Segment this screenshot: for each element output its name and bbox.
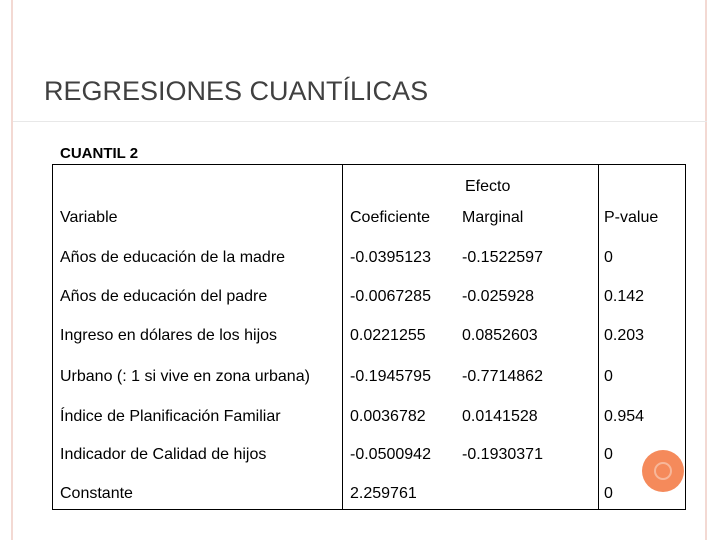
header-variable: Variable	[60, 209, 118, 226]
row-4-coeficiente: 0.0036782	[350, 408, 426, 425]
row-6-variable: Constante	[60, 485, 133, 502]
column-divider-1	[342, 165, 343, 509]
row-0-variable: Años de educación de la madre	[60, 249, 286, 266]
row-3-pvalue: 0	[604, 368, 613, 385]
header-efecto: Efecto	[465, 178, 511, 195]
row-1-coeficiente: -0.0067285	[350, 288, 431, 305]
regression-table	[52, 164, 686, 510]
row-0-pvalue: 0	[604, 249, 613, 266]
decorative-ring-icon	[654, 462, 672, 480]
row-0-marginal: -0.1522597	[462, 249, 543, 266]
row-1-pvalue: 0.142	[604, 288, 645, 305]
header-marginal: Marginal	[462, 209, 524, 226]
row-2-marginal: 0.0852603	[462, 327, 538, 344]
row-4-pvalue: 0.954	[604, 408, 645, 425]
row-3-marginal: -0.7714862	[462, 368, 543, 385]
row-3-coeficiente: -0.1945795	[350, 368, 431, 385]
table-subtitle: CUANTIL 2	[60, 145, 139, 162]
row-6-pvalue: 0	[604, 485, 613, 502]
title-divider	[13, 121, 707, 122]
row-6-coeficiente: 2.259761	[350, 485, 417, 502]
row-5-coeficiente: -0.0500942	[350, 446, 431, 463]
column-divider-2	[598, 165, 599, 509]
row-4-variable: Índice de Planificación Familiar	[60, 408, 281, 425]
row-5-pvalue: 0	[604, 446, 613, 463]
row-1-variable: Años de educación del padre	[60, 288, 268, 305]
header-coeficiente: Coeficiente	[350, 209, 431, 226]
row-4-marginal: 0.0141528	[462, 408, 538, 425]
row-3-variable: Urbano (: 1 si vive en zona urbana)	[60, 368, 310, 385]
row-2-pvalue: 0.203	[604, 327, 645, 344]
row-2-variable: Ingreso en dólares de los hijos	[60, 327, 278, 344]
row-5-marginal: -0.1930371	[462, 446, 543, 463]
row-2-coeficiente: 0.0221255	[350, 327, 426, 344]
row-1-marginal: -0.025928	[462, 288, 535, 305]
row-5-variable: Indicador de Calidad de hijos	[60, 446, 267, 463]
row-0-coeficiente: -0.0395123	[350, 249, 431, 266]
slide-title: REGRESIONES CUANTÍLICAS	[44, 76, 429, 106]
header-pvalue: P-value	[604, 209, 659, 226]
